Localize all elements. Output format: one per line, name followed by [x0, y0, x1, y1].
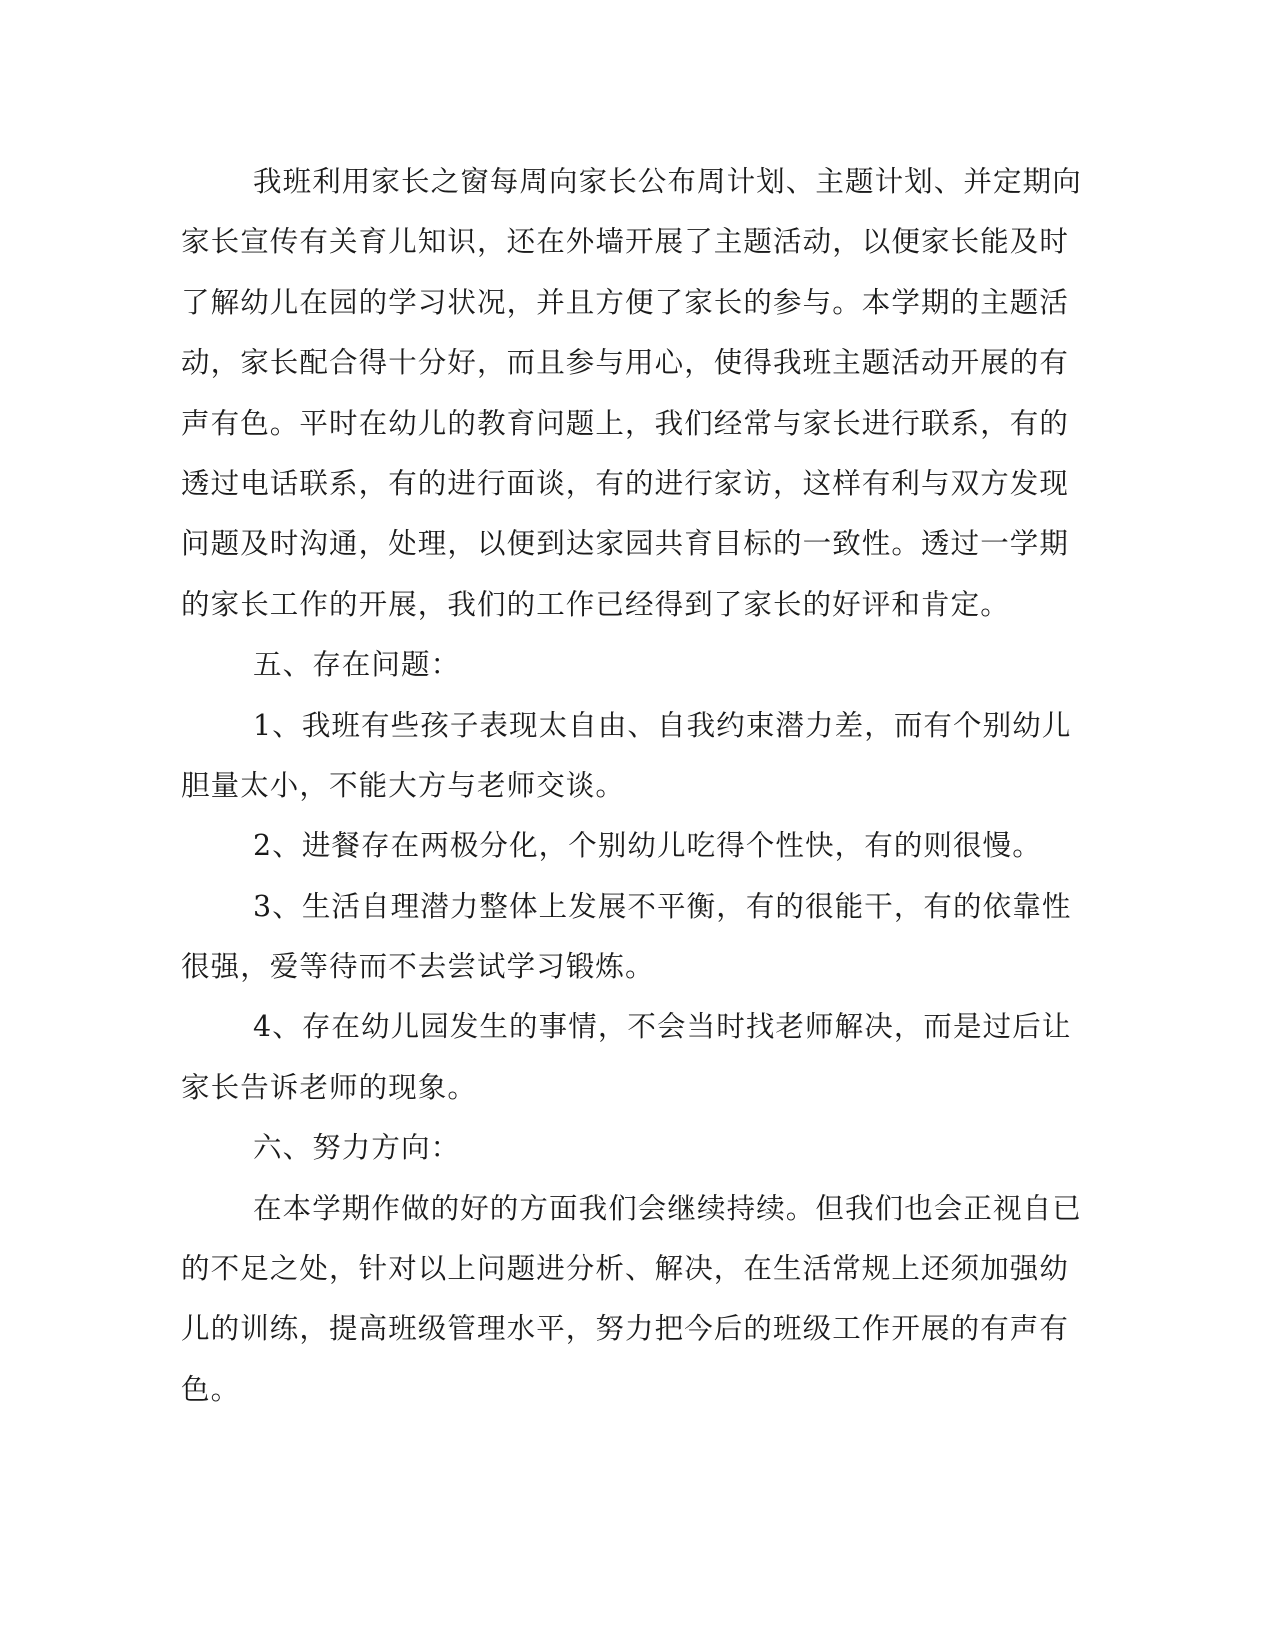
paragraph-line: 声有色。平时在幼儿的教育问题上，我们经常与家长进行联系，有的 — [181, 406, 1070, 440]
paragraph-line: 家长宣传有关育儿知识，还在外墙开展了主题活动，以便家长能及时 — [181, 225, 1070, 259]
list-item-line: 很强，爱等待而不去尝试学习锻炼。 — [181, 950, 655, 984]
paragraph-line: 问题及时沟通，处理，以便到达家园共育目标的一致性。透过一学期 — [181, 527, 1070, 561]
paragraph-line: 我班利用家长之窗每周向家长公布周计划、主题计划、并定期向 — [253, 165, 1082, 198]
paragraph-line: 的不足之处，针对以上问题进分析、解决，在生活常规上还须加强幼 — [181, 1252, 1070, 1286]
list-item-line: 1、我班有些孩子表现太自由、自我约束潜力差，而有个别幼儿 — [253, 708, 1072, 742]
paragraph-line: 儿的训练，提高班级管理水平，努力把今后的班级工作开展的有声有 — [181, 1312, 1070, 1346]
paragraph-line: 在本学期作做的好的方面我们会继续持续。但我们也会正视自已 — [253, 1191, 1082, 1225]
list-item-line: 2、进餐存在两极分化，个别幼儿吃得个性快，有的则很慢。 — [253, 829, 1042, 863]
list-item-line: 家长告诉老师的现象。 — [181, 1070, 478, 1104]
section-heading: 六、努力方向： — [253, 1131, 461, 1165]
paragraph-line: 色。 — [181, 1372, 241, 1406]
list-item-line: 胆量太小，不能大方与老师交谈。 — [181, 768, 626, 802]
list-item-line: 4、存在幼儿园发生的事情，不会当时找老师解决，而是过后让 — [253, 1010, 1072, 1044]
paragraph-line: 动，家长配合得十分好，而且参与用心，使得我班主题活动开展的有 — [181, 346, 1070, 380]
document-body — [181, 152, 1082, 1420]
list-item-line: 3、生活自理潜力整体上发展不平衡，有的很能干，有的依靠性 — [253, 889, 1072, 923]
paragraph-line: 了解幼儿在园的学习状况，并且方便了家长的参与。本学期的主题活 — [181, 285, 1070, 319]
paragraph-line: 的家长工作的开展，我们的工作已经得到了家长的好评和肯定。 — [181, 587, 1010, 621]
paragraph-line: 透过电话联系，有的进行面谈，有的进行家访，这样有利与双方发现 — [181, 466, 1070, 500]
section-heading: 五、存在问题： — [253, 648, 461, 682]
